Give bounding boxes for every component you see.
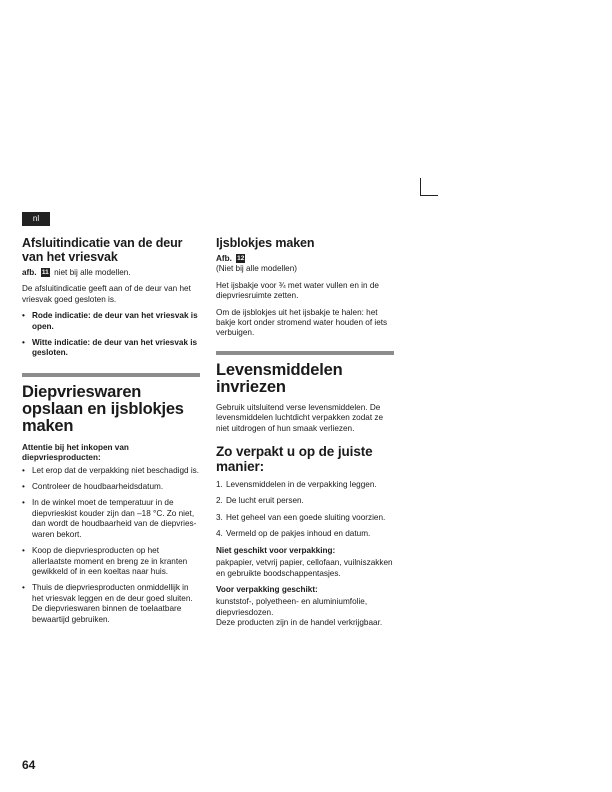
not-suitable-label: Niet geschikt voor verpakking: — [216, 545, 336, 555]
ice-cubes-figure-ref — [216, 254, 394, 264]
frozen-storage-heading: Diepvrieswaren opslaan en ijsblokjes maken — [22, 382, 184, 435]
attention-label: Attentie bij het inkopen van diepvriesproducten: — [22, 442, 129, 463]
ice-cubes-text-1: Het ijsbakje voor ¾ met water vullen en in de diepvriesruimte zetten. — [216, 280, 379, 301]
packaging-heading: Zo verpakt u op de juiste manier: — [216, 444, 373, 475]
page-number: 64 — [22, 758, 36, 772]
door-indicator-text: De afsluitindicatie geeft aan of de deur van het vriesvak goed gesloten is. — [22, 284, 191, 304]
crop-mark-horizontal — [420, 195, 438, 196]
figure-number-badge: 11 — [41, 269, 49, 277]
section-rule — [216, 351, 394, 355]
right-column — [216, 236, 394, 635]
purchase-tips-list — [22, 466, 200, 625]
figure-prefix: afb. — [22, 268, 37, 277]
step-text: Levensmiddelen in de verpakking leggen. — [226, 480, 377, 490]
figure-note: niet bij alle modellen. — [54, 268, 131, 277]
ice-cubes-note: (Niet bij alle modellen) — [216, 264, 297, 274]
list-item: • Controleer de houdbaarheidsdatum. — [22, 482, 200, 492]
figure-prefix: Afb. — [216, 254, 232, 263]
list-item — [216, 513, 394, 523]
step-number: 4. — [216, 529, 223, 539]
ice-cubes-heading: Ijsblokjes maken — [216, 236, 315, 250]
step-number: 2. — [216, 496, 223, 506]
temperature-text: In de winkel moet de temperatuur in de diepvrieskist kouder zijn dan –18 °C. Zo niet, dan wordt de houdbaarheid van de diepvries- — [32, 498, 197, 529]
temperature-text-cont: waren bekort. — [32, 529, 82, 539]
section-rule — [22, 373, 200, 377]
list-item — [22, 498, 200, 540]
language-badge: nl — [22, 212, 50, 226]
list-item — [22, 583, 200, 625]
door-indicator-figure-ref — [22, 268, 200, 278]
step-text: Het geheel van een goede sluiting voorzien. — [226, 512, 386, 522]
suitable-label: Voor verpakking geschikt: — [216, 584, 318, 594]
freezing-food-text: Gebruik uitsluitend verse levensmiddelen. De levensmiddelen luchtdicht verpakken zodat ze niet uitdrogen of hun smaak verliezen. — [216, 402, 384, 433]
step-text: De lucht eruit persen. — [226, 496, 304, 506]
list-item: • Koop de diepvriesproducten op het allerlaatste moment en breng ze in kranten gewikkeld of in een koeltas naar huis. — [22, 546, 200, 577]
suitable-text-2: Deze producten zijn in de handel verkrijgbaar. — [216, 618, 383, 628]
list-item: • Rode indicatie: de deur van het vriesvak is open. — [22, 311, 200, 332]
list-item: • Witte indicatie: de deur van het vriesvak is gesloten. — [22, 338, 200, 359]
packaging-steps-list — [216, 480, 394, 540]
left-column — [22, 236, 200, 631]
crop-mark-vertical — [420, 178, 421, 195]
list-item — [216, 480, 394, 490]
step-number: 3. — [216, 512, 223, 522]
list-item — [216, 496, 394, 506]
freezing-food-heading: Levensmiddelen invriezen — [216, 360, 343, 396]
suitable-text: kunststof-, polyetheen- en aluminiumfolie, diepvriesdozen. — [216, 597, 368, 617]
door-indicator-heading: Afsluitindicatie van de deur van het vriesvak — [22, 236, 183, 264]
list-item — [216, 529, 394, 539]
home-text-cont: De diepvrieswaren binnen de toelaatbare bewaartijd gebruiken. — [32, 604, 182, 624]
figure-number-badge: 12 — [237, 255, 245, 263]
step-number: 1. — [216, 480, 223, 490]
door-indicator-list — [22, 311, 200, 359]
home-text: Thuis de diepvriesproducten onmiddellijk in het vriesvak leggen en de deur goed sluiten. — [32, 583, 193, 603]
not-suitable-text: pakpapier, vetvrij papier, cellofaan, vuilniszakken en gebruikte boodschappentasjes. — [216, 558, 393, 578]
ice-cubes-text-2: Om de ijsblokjes uit het ijsbakje te halen: het bakje kort onder stromend water houden of iets verbuigen. — [216, 307, 388, 338]
step-text: Vermeld op de pakjes inhoud en datum. — [226, 529, 371, 539]
list-item: • Let erop dat de verpakking niet beschadigd is. — [22, 466, 200, 476]
